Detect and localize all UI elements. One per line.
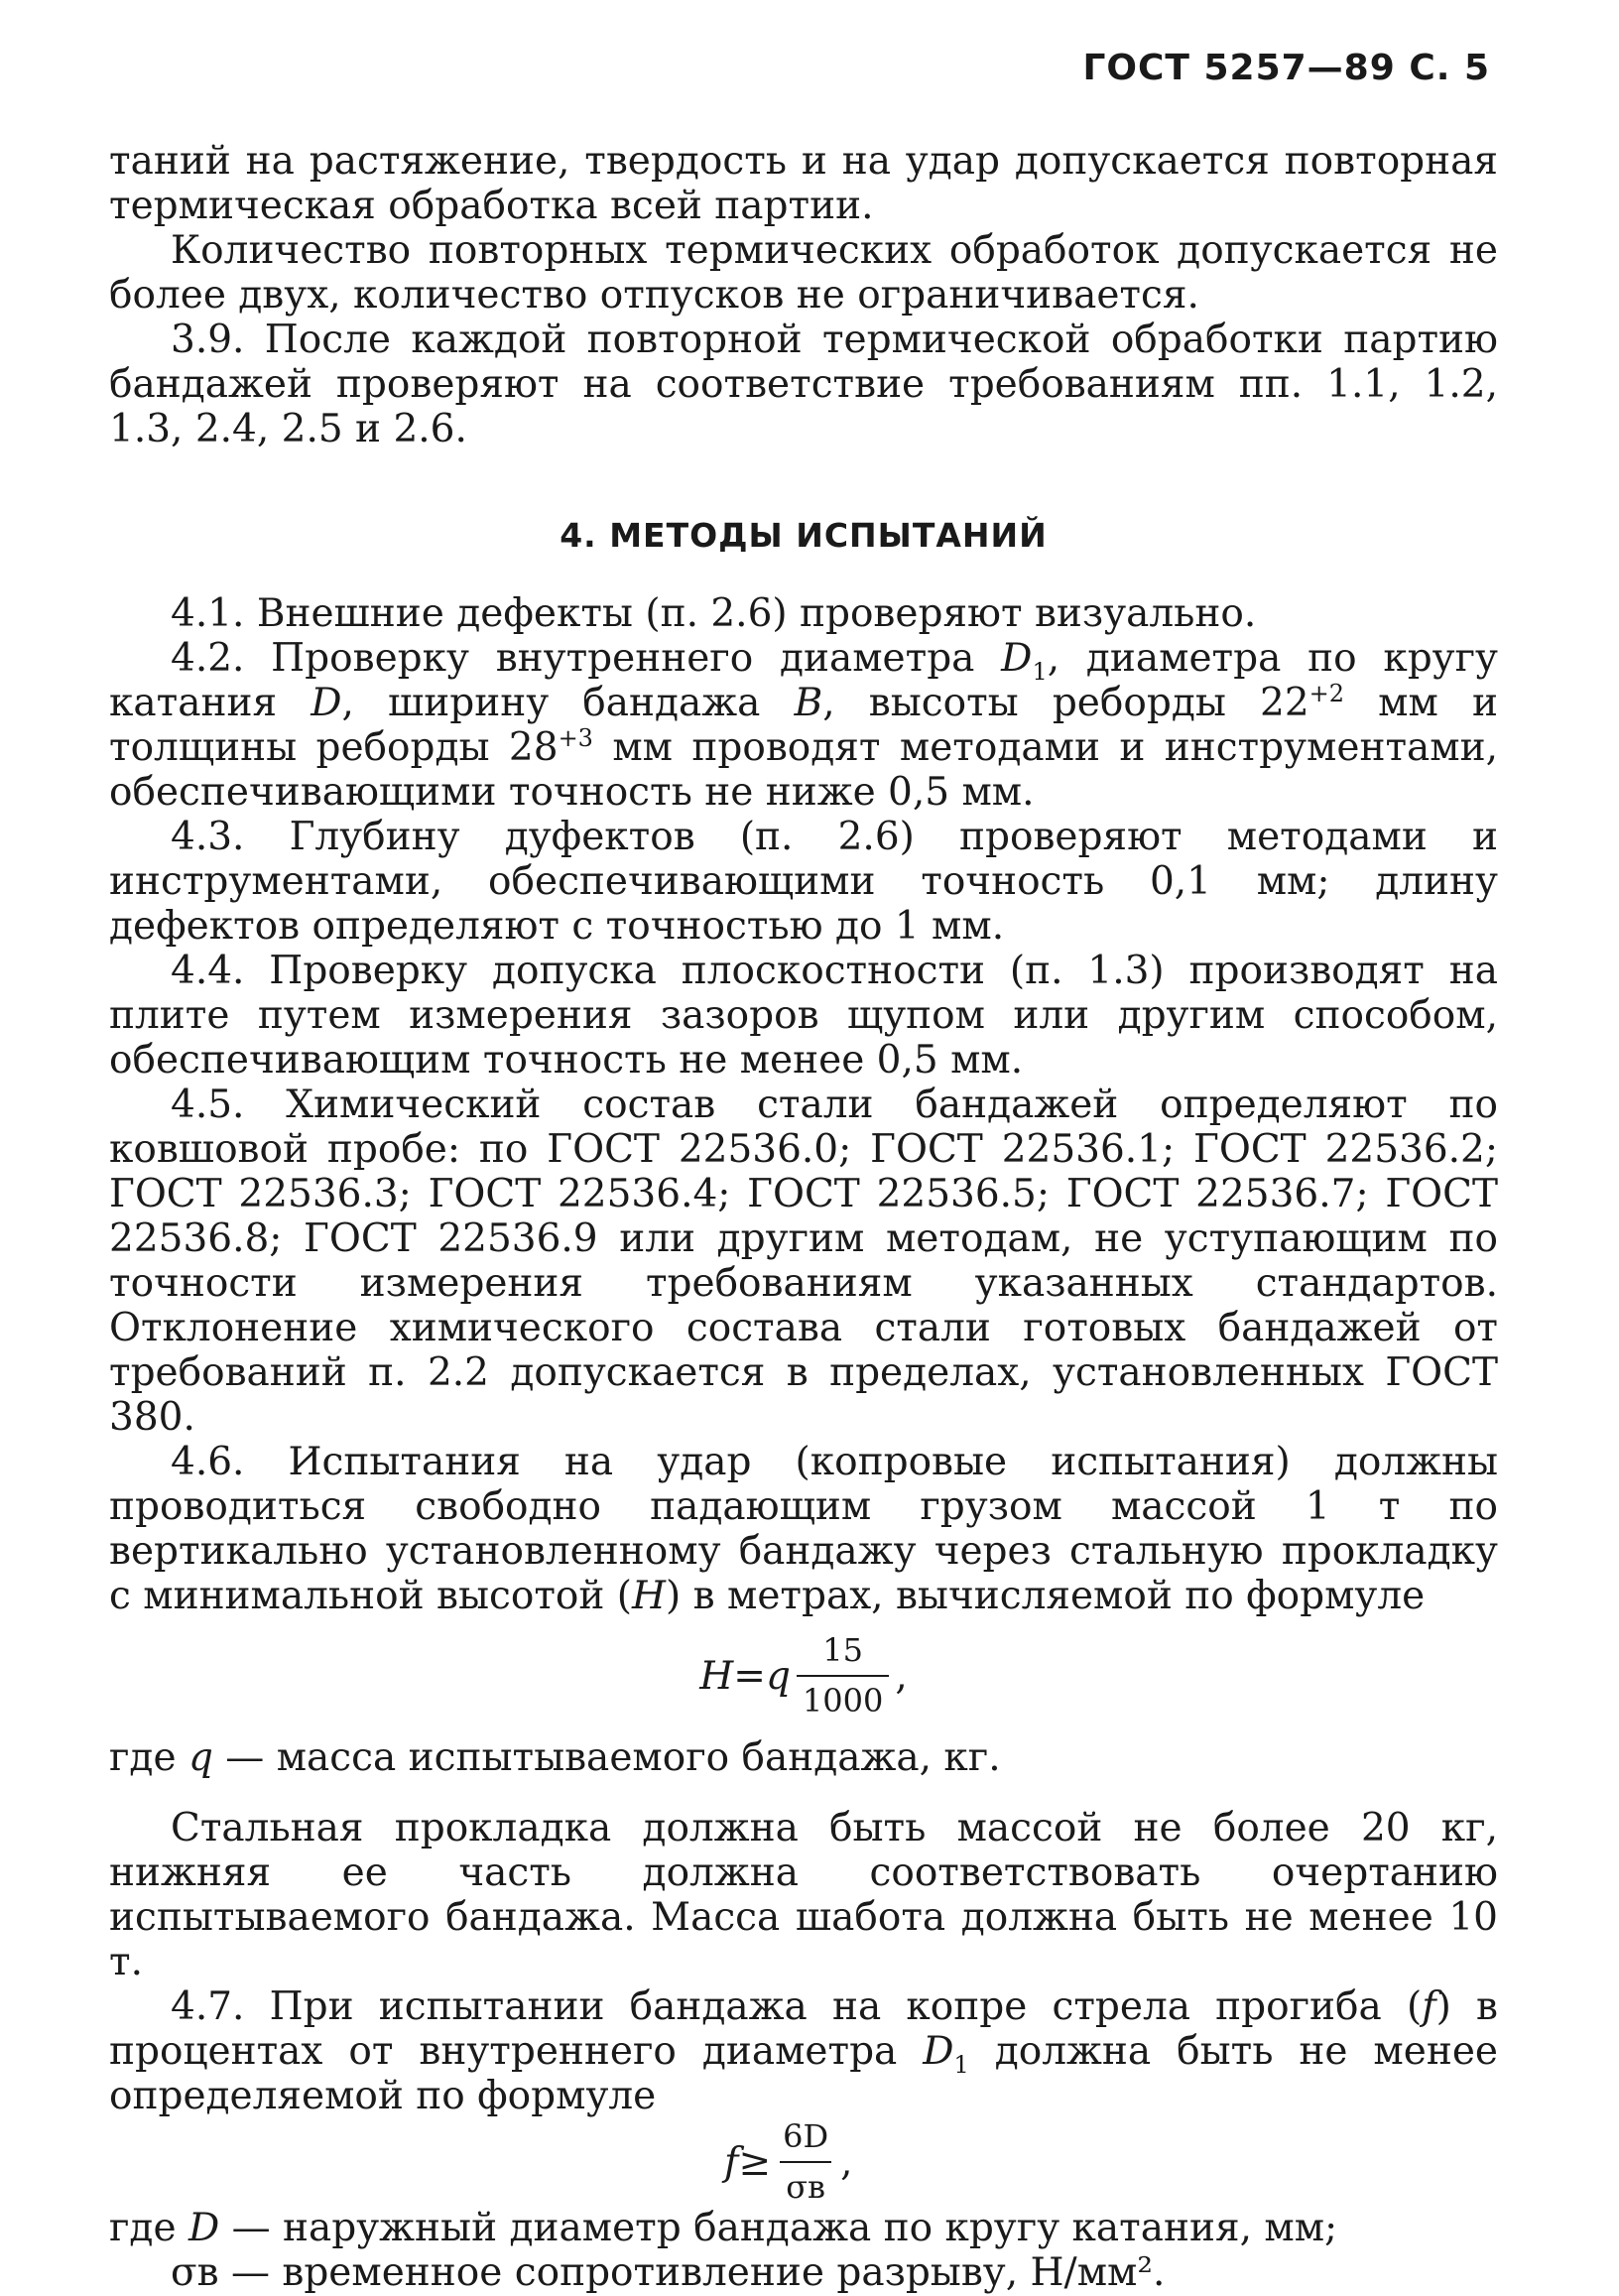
section-title: 4. МЕТОДЫ ИСПЫТАНИЙ [560,516,1048,555]
formula-height-fraction: $\frac{15}{1000}$ [797,1628,889,1723]
paragraph-repeat-treatments: Количество повторных термических обработок допускается не более двух, количество отпусков не ограничивается. [109,228,1498,318]
formula-height: H = q $\frac{15}{1000}$ , [109,1628,1498,1723]
paragraph-4-2: 4.2. Проверку внутреннего диаметра $D_1$, диаметра по кругу катания D, ширину бандажа B, высоты реборды $22^{+2}$ мм и толщины реборды $28^{+3}$ мм проводят методами и инструментами, обеспечивающими точность не ниже 0,5 мм. [109,636,1499,815]
formula-deflection: f ≥ $\frac{6D}{\sigma в}$ , [109,2118,1498,2206]
document-body [109,139,1498,2295]
paragraph-plate: Стальная прокладка должна быть массой не более 20 кг, нижняя ее часть должна соответствовать очертанию испытываемого бандажа. Масса шабота должна быть не менее 10 т. [109,1806,1498,1984]
formula-height-explanation: где q — масса испытываемого бандажа, кг. [109,1735,1001,1780]
paragraph-4-5: 4.5. Химический состав стали бандажей определяют по ковшовой пробе: по ГОСТ 22536.0; ГОСТ 22536.1; ГОСТ 22536.2; ГОСТ 22536.3; ГОСТ 22536.4; ГОСТ 22536.5; ГОСТ 22536.7; ГОСТ 22536.8; ГОСТ 22536.9 или другим методам, не уступающим по точности измерения требованиям указанных стандартов. Отклонение химического состава стали готовых бандажей от требований п. 2.2 допускается в пределах, установленных ГОСТ 380. [109,1083,1498,1440]
paragraph-4-6: 4.6. Испытания на удар (копровые испытания) должны проводиться свободно падающим грузом массой 1 т по вертикально установленному бандажу через стальную прокладку с минимальной высотой (H) в метрах, вычисляемой по формуле [109,1440,1498,1618]
page-header: ГОСТ 5257—89 С. 5 [1082,48,1490,88]
formula-deflection-explanation-d: где D — наружный диаметр бандажа по кругу катания, мм; [109,2206,1338,2250]
formula-deflection-explanation-sigma: σв — временное сопротивление разрыву, Н/мм². [171,2250,1166,2295]
paragraph-continuation: таний на растяжение, твердость и на удар допускается повторная термическая обработка всей партии. [109,139,1498,228]
paragraph-4-3: 4.3. Глубину дуфектов (п. 2.6) проверяют методами и инструментами, обеспечивающими точность 0,1 мм; длину дефектов определяют с точностью до 1 мм. [109,815,1498,949]
paragraph-4-1: 4.1. Внешние дефекты (п. 2.6) проверяют визуально. [171,591,1257,636]
paragraph-3-9: 3.9. После каждой повторной термической обработки партию бандажей проверяют на соответствие требованиям пп. 1.1, 1.2, 1.3, 2.4, 2.5 и 2.6. [109,318,1498,451]
formula-deflection-fraction: $\frac{6D}{\sigma в}$ [777,2114,834,2210]
paragraph-4-4: 4.4. Проверку допуска плоскостности (п. 1.3) производят на плите путем измерения зазоров щупом или другим способом, обеспечивающим точность не менее 0,5 мм. [109,949,1498,1083]
paragraph-4-7: 4.7. При испытании бандажа на копре стрела прогиба (f) в процентах от внутреннего диаметра $D_1$ должна быть не менее определяемой по формуле [109,1984,1498,2118]
